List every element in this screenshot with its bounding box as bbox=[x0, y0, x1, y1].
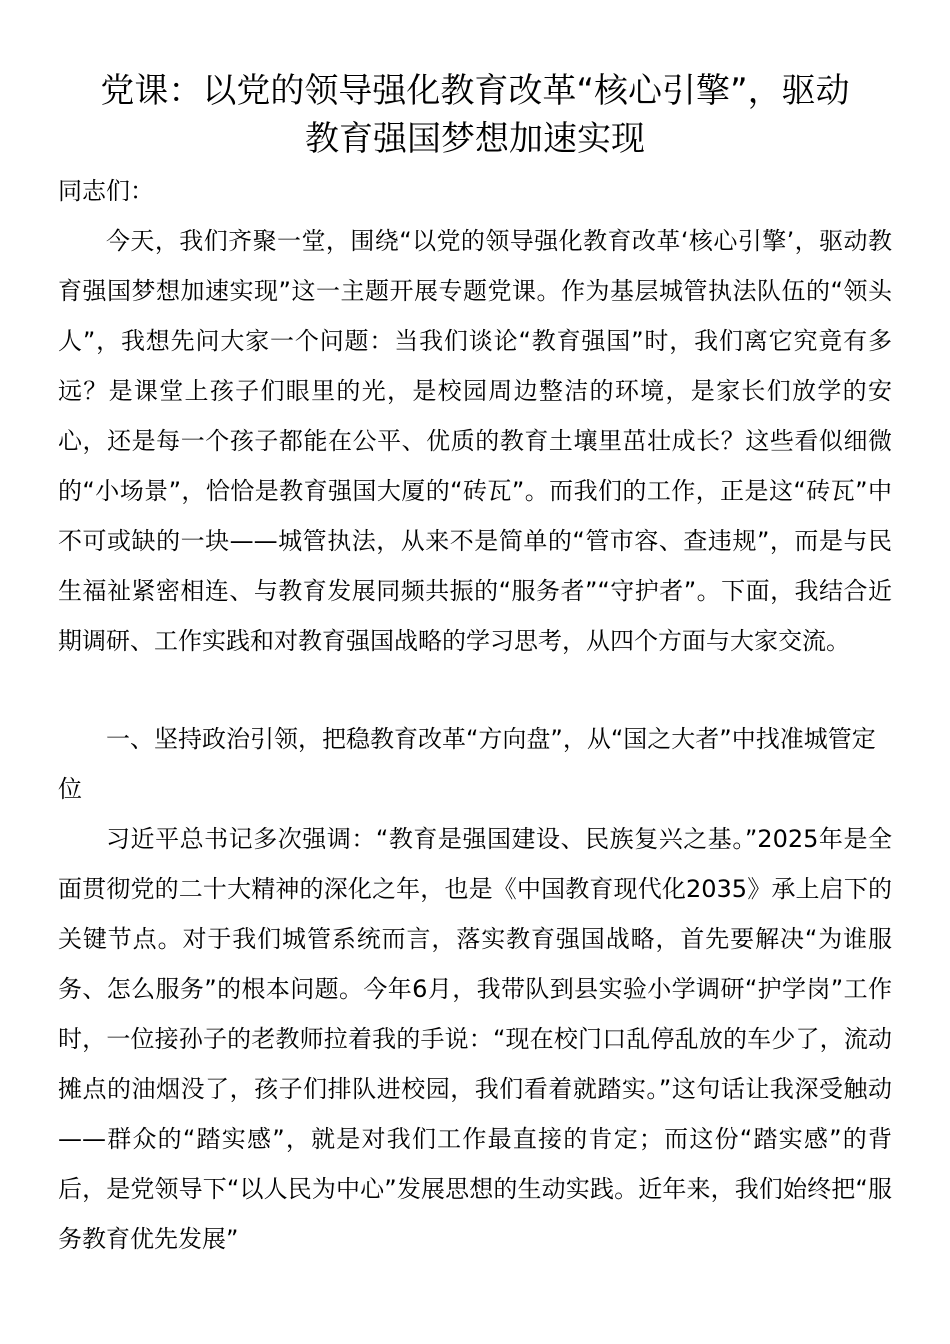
section-heading-1: 一、坚持政治引领，把稳教育改革“方向盘”，从“国之大者”中找准城管定位 bbox=[58, 725, 876, 803]
document-title-line-2: 教育强国梦想加速实现 bbox=[305, 119, 645, 159]
body-paragraph-intro: 今天，我们齐聚一堂，围绕“以党的领导强化教育改革‘核心引擎’，驱动教育强国梦想加速实现”这一主题开展专题党课。作为基层城管执法队伍的“领头人”，我想先问大家一个问题：当我们谈论“教育强国”时，我们离它究竟有多远？是课堂上孩子们眼里的光，是校园周边整洁的环境，是家长们放学的安心，还是每一个孩子都能在公平、优质的教育土壤里茁壮成长？这些看似细微的“小场景”，恰恰是教育强国大厦的“砖瓦”。而我们的工作，正是这“砖瓦”中不可或缺的一块——城管执法，从来不是简单的“管市容、查违规”，而是与民生福祉紧密相连、与教育发展同频共振的“服务者”“守护者”。下面，我结合近期调研、工作实践和对教育强国战略的学习思考，从四个方面与大家交流。 bbox=[58, 227, 892, 655]
document-title-line-1: 党课：以党的领导强化教育改革“核心引擎”，驱动 bbox=[100, 71, 850, 111]
body-paragraph-section-1: 习近平总书记多次强调：“教育是强国建设、民族复兴之基。”2025年是全面贯彻党的二十大精神的深化之年，也是《中国教育现代化2035》承上启下的关键节点。对于我们城管系统而言，落实教育强国战略，首先要解决“为谁服务、怎么服务”的根本问题。今年6月，我带队到县实验小学调研“护学岗”工作时，一位接孙子的老教师拉着我的手说：“现在校门口乱停乱放的车少了，流动摊点的油烟没了，孩子们排队进校园，我们看着就踏实。”这句话让我深受触动——群众的“踏实感”，就是对我们工作最直接的肯定；而这份“踏实感”的背后，是党领导下“以人民为中心”发展思想的生动实践。近年来，我们始终把“服务教育优先发展” bbox=[58, 825, 892, 1253]
salutation: 同志们： bbox=[58, 177, 154, 205]
